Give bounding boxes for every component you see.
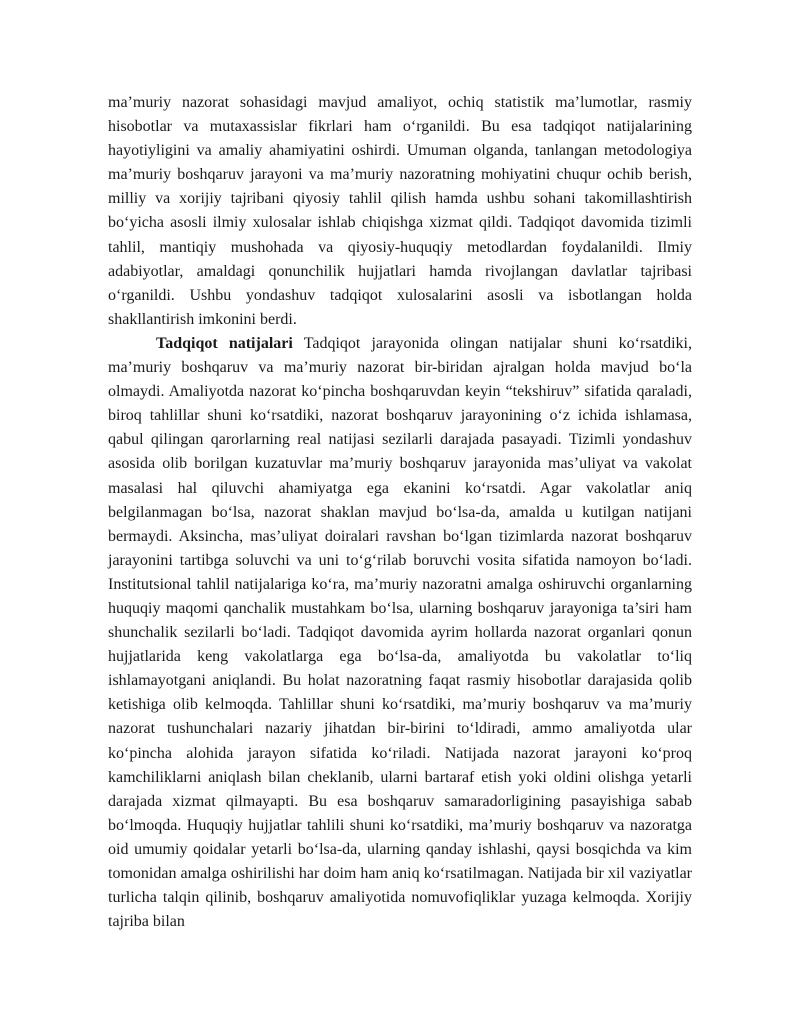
paragraph-methodology [108, 91, 692, 332]
section-heading: Tadqiqot natijalari [156, 334, 293, 352]
paragraph-results [108, 332, 692, 934]
paragraph-text: ma’muriy nazorat sohasidagi mavjud amaliyot, ochiq statistik ma’lumotlar, rasmiy hisobotlar va mutaxassislar fikrlari ham o‘rganildi. Bu esa tadqiqot natijalarining hayotiyligini va amaliy ahamiyatini oshirdi. Umuman olganda, tanlangan metodologiya ma’muriy boshqaruv jarayoni va ma’muriy nazoratning mohiyatini chuqur ochib berish, milliy va xorijiy tajribani qiyosiy tahlil qilish hamda ushbu sohani takomillashtirish bo‘yicha asosli ilmiy xulosalar ishlab chiqishga xizmat qildi. Tadqiqot davomida tizimli tahlil, mantiqiy mushohada va qiyosiy-huquqiy metodlardan foydalanildi. Ilmiy adabiyotlar, amaldagi qonunchilik hujjatlari hamda rivojlangan davlatlar tajribasi o‘rganildi. Ushbu yondashuv tadqiqot xulosalarini asosli va isbotlangan holda shakllantirish imkonini berdi. [108, 94, 692, 328]
paragraph-text: Tadqiqot jarayonida olingan natijalar shuni ko‘rsatdiki, ma’muriy boshqaruv va ma’muriy nazorat bir-biridan ajralgan holda mavjud bo‘la olmaydi. Amaliyotda nazorat ko‘pincha boshqaruvdan keyin “tekshiruv” sifatida qaraladi, biroq tahlillar shuni ko‘rsatdiki, nazorat boshqaruv jarayonining o‘z ichida ishlamasa, qabul qilingan qarorlarning real natijasi sezilarli darajada pasayadi. Tizimli yondashuv asosida olib borilgan kuzatuvlar ma’muriy boshqaruv jarayonida mas’uliyat va vakolat masalasi hal qiluvchi ahamiyatga ega ekanini ko‘rsatdi. Agar vakolatlar aniq belgilanmagan bo‘lsa, nazorat shaklan mavjud bo‘lsa-da, amalda u kutilgan natijani bermaydi. Aksincha, mas’uliyat doiralari ravshan bo‘lgan tizimlarda nazorat boshqaruv jarayonini tartibga soluvchi va uni to‘g‘rilab boruvchi vosita sifatida namoyon bo‘ladi. Institutsional tahlil natijalariga ko‘ra, ma’muriy nazoratni amalga oshiruvchi organlarning huquqiy maqomi qanchalik mustahkam bo‘lsa, ularning boshqaruv jarayoniga ta’siri ham shunchalik sezilarli bo‘ladi. Tadqiqot davomida ayrim hollarda nazorat organlari qonun hujjatlarida keng vakolatlarga ega bo‘lsa-da, amaliyotda bu vakolatlar to‘liq ishlamayotgani aniqlandi. Bu holat nazoratning faqat rasmiy hisobotlar darajasida qolib ketishiga olib kelmoqda. Tahlillar shuni ko‘rsatdiki, ma’muriy boshqaruv va ma’muriy nazorat tushunchalari nazariy jihatdan bir-birini to‘ldiradi, ammo amaliyotda ular ko‘pincha alohida jarayon sifatida ko‘riladi. Natijada nazorat jarayoni ko‘proq kamchiliklarni aniqlash bilan cheklanib, ularni bartaraf etish yoki oldini olishga yetarli darajada xizmat qilmayapti. Bu esa boshqaruv samaradorligining pasayishiga sabab bo‘lmoqda. Huquqiy hujjatlar tahlili shuni ko‘rsatdiki, ma’muriy boshqaruv va nazoratga oid umumiy qoidalar yetarli bo‘lsa-da, ularning qanday ishlashi, qaysi bosqichda va kim tomonidan amalga oshirilishi har doim ham aniq ko‘rsatilmagan. Natijada bir xil vaziyatlar turlicha talqin qilinib, boshqaruv amaliyotida nomuvofiqliklar yuzaga kelmoqda. Xorijiy tajriba bilan [108, 334, 693, 931]
document-page [108, 91, 692, 934]
